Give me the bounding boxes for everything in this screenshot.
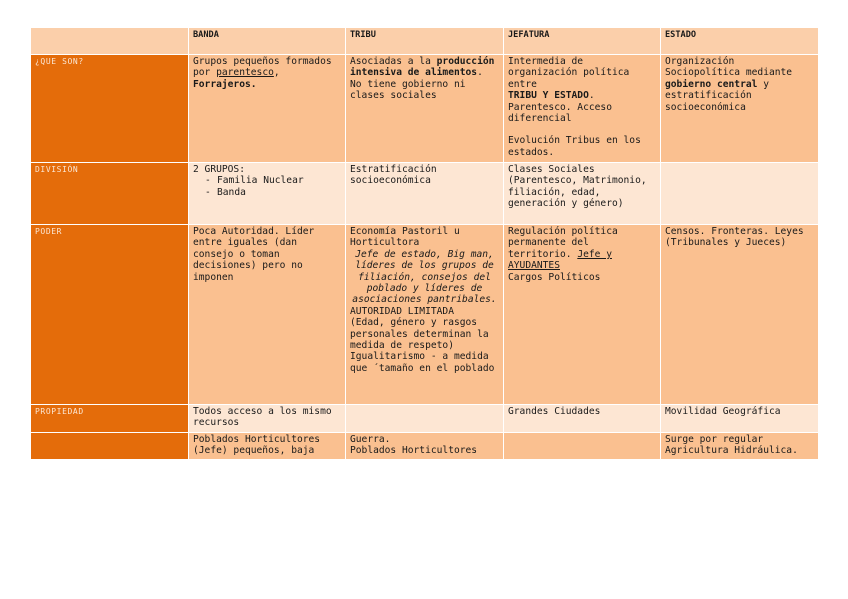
list-item: - Banda xyxy=(207,187,341,198)
text: AUTORIDAD LIMITADA xyxy=(350,305,454,317)
text: Intermedia de organización política entre xyxy=(508,56,630,90)
row-label-division: DIVISIÓN xyxy=(31,163,189,225)
row-label-que-son: ¿QUE SON? xyxy=(31,55,189,163)
text: Igualitarismo - a medida que ´tamaño en el poblado xyxy=(350,351,495,374)
cell-que-son-tribu xyxy=(346,55,504,163)
text: . xyxy=(477,67,483,79)
row-que-son xyxy=(31,55,819,163)
header-corner xyxy=(31,28,189,55)
text: . xyxy=(588,90,595,102)
row-label-poder: PODER xyxy=(31,225,189,405)
header-estado: ESTADO xyxy=(661,28,819,55)
header-banda: BANDA xyxy=(189,28,346,55)
text-italic: Jefe de estado, Big man, líderes de los grupos de filiación, consejos del poblado y líderes de asociaciones pantribales. xyxy=(352,248,497,306)
text: Evolución Tribus en los estados. xyxy=(508,135,641,158)
cell-division-banda xyxy=(189,163,346,225)
cell-extra-tribu xyxy=(346,433,504,460)
row-division xyxy=(31,163,819,225)
text: Cargos Políticos xyxy=(508,271,601,283)
text-bold: gobierno central xyxy=(665,78,758,90)
row-label-propiedad: PROPIEDAD xyxy=(31,405,189,433)
cell-propiedad-estado: Movilidad Geográfica xyxy=(661,405,819,433)
text-bold: TRIBU Y ESTADO xyxy=(508,90,589,102)
row-label-extra xyxy=(31,433,189,460)
list-item: - Familia Nuclear xyxy=(207,175,341,186)
text-bold: Forrajeros. xyxy=(193,78,257,90)
header-tribu: TRIBU xyxy=(346,28,504,55)
text: Grupos pequeños formados por xyxy=(193,56,332,79)
cell-extra-jefatura xyxy=(504,433,661,460)
text: Parentesco. Acceso diferencial xyxy=(508,101,612,125)
row-propiedad xyxy=(31,405,819,433)
cell-poder-estado: Censos. Fronteras. Leyes (Tribunales y Jueces) xyxy=(661,225,819,405)
cell-que-son-jefatura xyxy=(504,55,661,163)
header-row xyxy=(31,28,819,55)
text: (Edad, género y rasgos personales determinan la medida de respeto) xyxy=(350,317,489,352)
comparison-table xyxy=(30,27,819,460)
text: , xyxy=(273,67,280,79)
text: Regulación política permanente del territorio. xyxy=(508,226,618,260)
cell-division-estado xyxy=(661,163,819,225)
cell-poder-tribu xyxy=(346,225,504,405)
cell-division-jefatura: Clases Sociales (Parentesco, Matrimonio, filiación, edad, generación y género) xyxy=(504,163,661,225)
text: No tiene gobierno ni clases sociales xyxy=(350,78,466,102)
cell-division-tribu: Estratificación socioeconómica xyxy=(346,163,504,225)
cell-poder-banda: Poca Autoridad. Líder entre iguales (dan consejo o toman decisiones) pero no imponen xyxy=(189,225,346,405)
text-underlined: Jefe y AYUDANTES xyxy=(508,248,612,272)
text: Asociadas a la xyxy=(350,56,437,67)
text: 2 GRUPOS: xyxy=(193,164,245,175)
text: Economía Pastoril u Horticultora xyxy=(350,226,460,249)
text: Poblados Horticultores xyxy=(350,445,478,457)
header-jefatura: JEFATURA xyxy=(504,28,661,55)
cell-poder-jefatura xyxy=(504,225,661,405)
text-underlined: parentesco xyxy=(216,67,274,79)
text: y estratificación socioeconómica xyxy=(665,78,769,113)
cell-extra-estado: Surge por regular Agricultura Hidráulica. xyxy=(661,433,819,460)
cell-propiedad-banda: Todos acceso a los mismo recursos xyxy=(189,405,346,433)
cell-extra-banda: Poblados Horticultores (Jefe) pequeños, baja xyxy=(189,433,346,460)
cell-propiedad-jefatura: Grandes Ciudades xyxy=(504,405,661,433)
text: Organización Sociopolítica mediante xyxy=(665,56,793,79)
cell-que-son-estado xyxy=(661,55,819,163)
row-poder xyxy=(31,225,819,405)
list xyxy=(193,175,341,198)
cell-que-son-banda xyxy=(189,55,346,163)
cell-propiedad-tribu xyxy=(346,405,504,433)
text: Guerra. xyxy=(350,434,391,445)
text-bold: producción intensiva de alimentos xyxy=(350,56,495,79)
row-extra xyxy=(31,433,819,460)
